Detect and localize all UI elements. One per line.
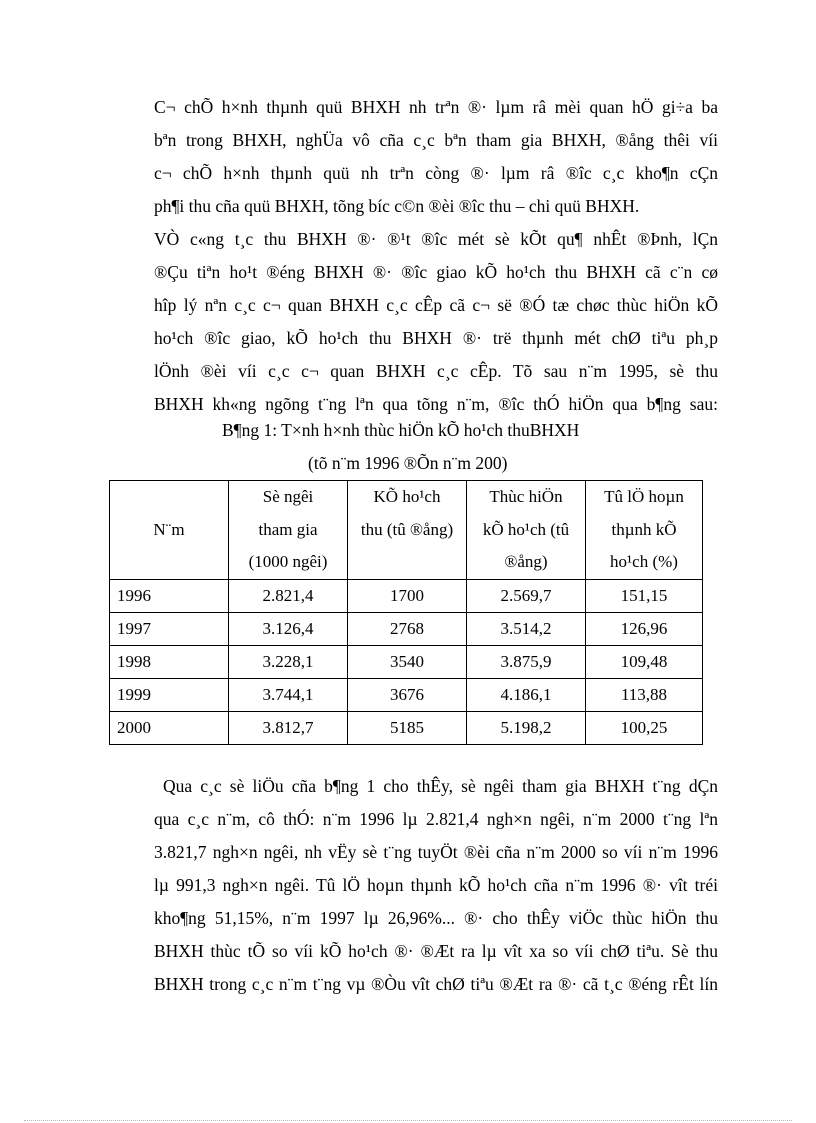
cell-plan: 2768 bbox=[348, 613, 467, 646]
cell-participants: 3.744,1 bbox=[229, 679, 348, 712]
paragraph2-line-1: Qua c¸c sè liÖu cña b¶ng 1 cho thÊy, sè ngêi tham gia BHXH t¨ng dÇn bbox=[163, 776, 718, 796]
paragraph2-line-2: qua c¸c n¨m, cô thÓ: n¨m 1996 lµ 2.821,4 ngh×n ngêi, n¨m 2000 t¨ng lªn bbox=[154, 809, 718, 829]
header-plan-line-1: KÕ ho¹ch bbox=[373, 487, 441, 506]
cell-year: 1996 bbox=[110, 580, 229, 613]
header-actual bbox=[467, 481, 586, 580]
header-year bbox=[110, 481, 229, 580]
page-bottom-divider bbox=[24, 1120, 792, 1121]
header-actual-line-1: Thùc hiÖn bbox=[489, 487, 563, 507]
cell-year: 1999 bbox=[110, 679, 229, 712]
header-participants-line-3: (1000 ngêi) bbox=[248, 552, 328, 572]
paragraph1-line-2: bªn trong BHXH, nghÜa vô cña c¸c bªn tham gia BHXH, ®ång thêi víi bbox=[154, 130, 718, 150]
cell-year: 1997 bbox=[110, 613, 229, 646]
table-row bbox=[110, 712, 703, 745]
cell-actual: 4.186,1 bbox=[467, 679, 586, 712]
paragraph1-line-9: lÖnh ®èi víi c¸c c¬ quan BHXH c¸c cÊp. Tõ sau n¨m 1995, sè thu bbox=[154, 361, 718, 381]
header-plan bbox=[348, 481, 467, 580]
header-participants-line-1: Sè ngêi bbox=[262, 487, 314, 507]
header-actual-line-3: ®ång) bbox=[504, 552, 548, 572]
table-subtitle: (tõ n¨m 1996 ®Õn n¨m 200) bbox=[308, 453, 508, 473]
paragraph1-line-8: ho¹ch ®îc giao, kÕ ho¹ch thu BHXH ®· trë thµnh mét chØ tiªu ph¸p bbox=[154, 328, 718, 348]
header-participants bbox=[229, 481, 348, 580]
data-table bbox=[109, 480, 703, 745]
paragraph1-line-4: ph¶i thu cña quü BHXH, tõng bíc c©n ®èi ®îc thu – chi quü BHXH. bbox=[154, 196, 640, 216]
cell-rate: 100,25 bbox=[586, 712, 703, 745]
header-rate-line-2: thµnh kÕ bbox=[611, 519, 677, 539]
cell-year: 2000 bbox=[110, 712, 229, 745]
paragraph2-line-7: BHXH trong c¸c n¨m t¨ng vµ ®Òu vît chØ tiªu ®Æt ra ®· cã t¸c ®éng rÊt lín bbox=[154, 974, 718, 994]
cell-plan: 3540 bbox=[348, 646, 467, 679]
paragraph1-line-5: VÒ c«ng t¸c thu BHXH ®· ®¹t ®îc mét sè kÕt qu¶ nhÊt ®Þnh, lÇn bbox=[154, 229, 718, 249]
paragraph2-line-3: 3.821,7 ngh×n ngêi, nh vËy sè t¨ng tuyÖt ®èi cña n¨m 2000 so víi n¨m 1996 bbox=[154, 842, 718, 862]
cell-plan: 3676 bbox=[348, 679, 467, 712]
cell-actual: 5.198,2 bbox=[467, 712, 586, 745]
paragraph1-line-7: hîp lý nªn c¸c c¬ quan BHXH c¸c cÊp cã c¬ së ®Ó tæ chøc thùc hiÖn kÕ bbox=[154, 295, 718, 315]
paragraph1-line-3: c¬ chÕ h×nh thµnh quü nh trªn còng ®· lµm râ ®îc c¸c kho¶n cÇn bbox=[154, 163, 718, 183]
cell-actual: 3.514,2 bbox=[467, 613, 586, 646]
paragraph2-line-6: BHXH thùc tÕ so víi kÕ ho¹ch ®· ®Æt ra lµ vît xa so víi chØ tiªu. Sè thu bbox=[154, 941, 718, 961]
paragraph1-line-6: ®Çu tiªn ho¹t ®éng BHXH ®· ®îc giao kÕ ho¹ch thu BHXH cã c¨n cø bbox=[154, 262, 718, 282]
header-rate bbox=[586, 481, 703, 580]
cell-participants: 2.821,4 bbox=[229, 580, 348, 613]
header-plan-line-2: thu (tû ®ång) bbox=[360, 519, 454, 539]
header-participants-line-2: tham gia bbox=[258, 519, 318, 539]
cell-participants: 3.126,4 bbox=[229, 613, 348, 646]
cell-rate: 113,88 bbox=[586, 679, 703, 712]
table-row bbox=[110, 646, 703, 679]
table-row bbox=[110, 580, 703, 613]
cell-participants: 3.812,7 bbox=[229, 712, 348, 745]
cell-rate: 126,96 bbox=[586, 613, 703, 646]
paragraph1-line-10: BHXH kh«ng ngõng t¨ng lªn qua tõng n¨m, ®îc thÓ hiÖn qua b¶ng sau: bbox=[154, 394, 718, 414]
header-rate-line-1: Tû lÖ hoµn bbox=[604, 487, 684, 507]
cell-actual: 2.569,7 bbox=[467, 580, 586, 613]
table-row bbox=[110, 613, 703, 646]
paragraph1-line-1: C¬ chÕ h×nh thµnh quü BHXH nh trªn ®· lµm râ mèi quan hÖ gi÷a ba bbox=[154, 97, 718, 117]
header-rate-line-3: ho¹ch (%) bbox=[610, 552, 678, 572]
cell-plan: 1700 bbox=[348, 580, 467, 613]
table-row bbox=[110, 679, 703, 712]
cell-participants: 3.228,1 bbox=[229, 646, 348, 679]
cell-actual: 3.875,9 bbox=[467, 646, 586, 679]
header-year-line: N¨m bbox=[153, 519, 185, 539]
paragraph2-line-5: kho¶ng 51,15%, n¨m 1997 lµ 26,96%... ®· cho thÊy viÖc thùc hiÖn thu bbox=[154, 908, 718, 928]
table-header-row bbox=[110, 481, 703, 580]
header-actual-line-2: kÕ ho¹ch (tû bbox=[482, 519, 570, 539]
cell-year: 1998 bbox=[110, 646, 229, 679]
paragraph2-line-4: lµ 991,3 ngh×n ngêi. Tû lÖ hoµn thµnh kÕ ho¹ch cña n¨m 1996 ®· vît tréi bbox=[154, 875, 718, 895]
cell-rate: 109,48 bbox=[586, 646, 703, 679]
table-title: B¶ng 1: T×nh h×nh thùc hiÖn kÕ ho¹ch thuBHXH bbox=[222, 420, 580, 440]
cell-rate: 151,15 bbox=[586, 580, 703, 613]
cell-plan: 5185 bbox=[348, 712, 467, 745]
